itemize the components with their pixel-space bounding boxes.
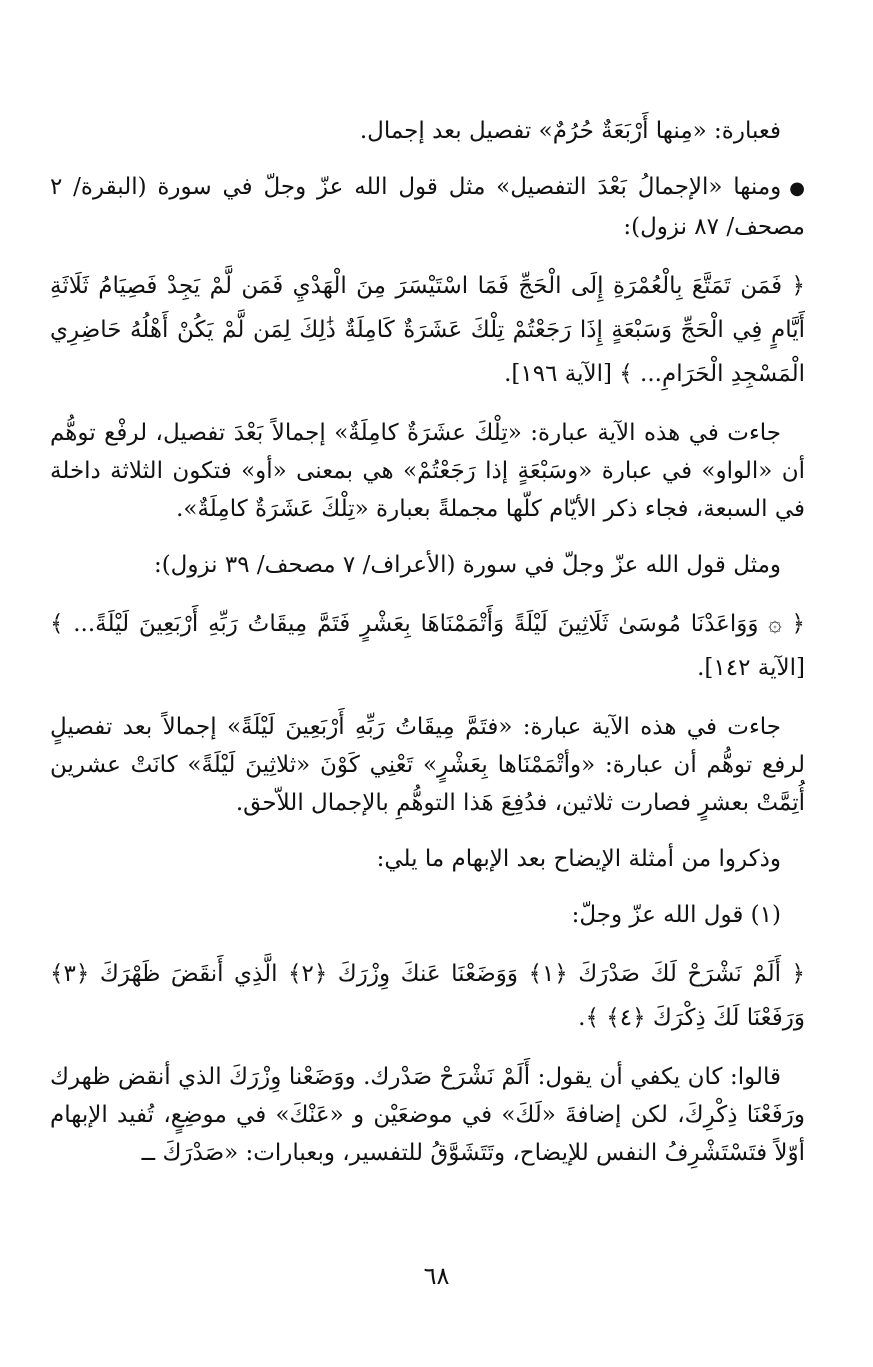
- bullet-icon: ●: [789, 178, 805, 199]
- paragraph-text: فعبارة: «مِنها أَرْبَعَةٌ حُرُمٌ» تفصيل بعد إجمال.: [359, 118, 781, 144]
- paragraph: [50, 1058, 805, 1172]
- paragraph: [50, 840, 805, 878]
- page-number: ٦٨: [423, 1262, 450, 1290]
- paragraph: [50, 896, 805, 934]
- bullet-paragraph: [50, 168, 805, 246]
- paragraph-text: (١) قول الله عزّ وجلّ:: [571, 902, 781, 928]
- quran-verse-text: ﴿ أَلَمْ نَشْرَحْ لَكَ صَدْرَكَ ﴿١﴾ وَوَضَعْنَا عَنكَ وِزْرَكَ ﴿٢﴾ الَّذِي أَنقَضَ ظَهْرَكَ ﴿٣﴾ وَرَفَعْنَا لَكَ ذِكْرَكَ ﴿٤﴾ ﴾.: [50, 961, 806, 1031]
- paragraph-text: ومنها «الإجمالُ بَعْدَ التفصيل» مثل قول الله عزّ وجلّ في سورة (البقرة/ ٢ مصحف/ ٨٧ نزول):: [50, 174, 805, 240]
- paragraph: [50, 112, 805, 150]
- paragraph-text: ومثل قول الله عزّ وجلّ في سورة (الأعراف/ ٧ مصحف/ ٣٩ نزول):: [153, 552, 781, 578]
- paragraph: [50, 708, 805, 822]
- quran-verse: [50, 264, 805, 396]
- quran-verse-text: ﴿ فَمَن تَمَتَّعَ بِالْعُمْرَةِ إِلَى الْحَجِّ فَمَا اسْتَيْسَرَ مِنَ الْهَدْيِ فَمَن لَّمْ يَجِدْ فَصِيَامُ ثَلَاثَةِ أَيَّامٍ فِي الْحَجِّ وَسَبْعَةٍ إِذَا رَجَعْتُمْ تِلْكَ عَشَرَةٌ كَامِلَةٌ ذَٰلِكَ لِمَن لَّمْ يَكُنْ أَهْلُهُ حَاضِرِي الْمَسْجِدِ الْحَرَامِ... ﴾ [الآية ١٩٦].: [50, 273, 805, 387]
- paragraph: [50, 546, 805, 584]
- paragraph-text: جاءت في هذه الآية عبارة: «فتَمَّ مِيقَاتُ رَبِّهِ أَرْبَعِينَ لَيْلَةً» إجمالاً بعد تفصيلٍ لرفع توهُّم أن عبارة: «وأتْمَمْنَاها بِعَشْرٍ» تَعْنِي كَوْنَ «ثلاثِينَ لَيْلَةً» كانَتْ عشرين أُتِمَّتْ بعشرٍ فصارت ثلاثين، فدُفِعَ هَذا التوهُّمِ بالإجمال اللاّحق.: [50, 714, 805, 816]
- quran-verse-text: ﴿ ۞ وَوَاعَدْنَا مُوسَىٰ ثَلَاثِينَ لَيْلَةً وَأَتْمَمْنَاهَا بِعَشْرٍ فَتَمَّ مِيقَاتُ رَبِّهِ أَرْبَعِينَ لَيْلَةً... ﴾ [الآية ١٤٢].: [50, 611, 805, 681]
- paragraph-text: قالوا: كان يكفي أن يقول: أَلَمْ نَشْرَحْ صَدْرك. ووَضَعْنا وِزْرَكَ الذي أنقض ظهرك ورَفَعْنَا ذِكْرِكَ، لكن إضافةَ «لَكَ» في موضعَيْن و «عَنْكَ» في موضِعٍ، تُفيد الإبهام أوّلاً فتَسْتَشْرِفُ النفس للإيضاح، وتَتَشَوَّقُ للتفسير، وبعبارات: «صَدْرَكَ ــ: [50, 1064, 805, 1166]
- quran-verse: [50, 602, 805, 690]
- quran-verse: [50, 952, 805, 1040]
- paragraph: [50, 414, 805, 528]
- paragraph-text: وذكروا من أمثلة الإيضاح بعد الإبهام ما يلي:: [376, 846, 781, 872]
- paragraph-text: جاءت في هذه الآية عبارة: «تِلْكَ عشَرَةٌ كامِلَةٌ» إجمالاً بَعْدَ تفصيل، لرفْع توهُّم أن «الواو» في عبارة «وسَبْعَةٍ إذا رَجَعْتُمْ» هي بمعنى «أو» فتكون الثلاثة داخلة في السبعة، فجاء ذكر الأيّام كلّها مجملةً بعبارة «تِلْكَ عَشَرَةٌ كامِلَةٌ».: [50, 420, 805, 522]
